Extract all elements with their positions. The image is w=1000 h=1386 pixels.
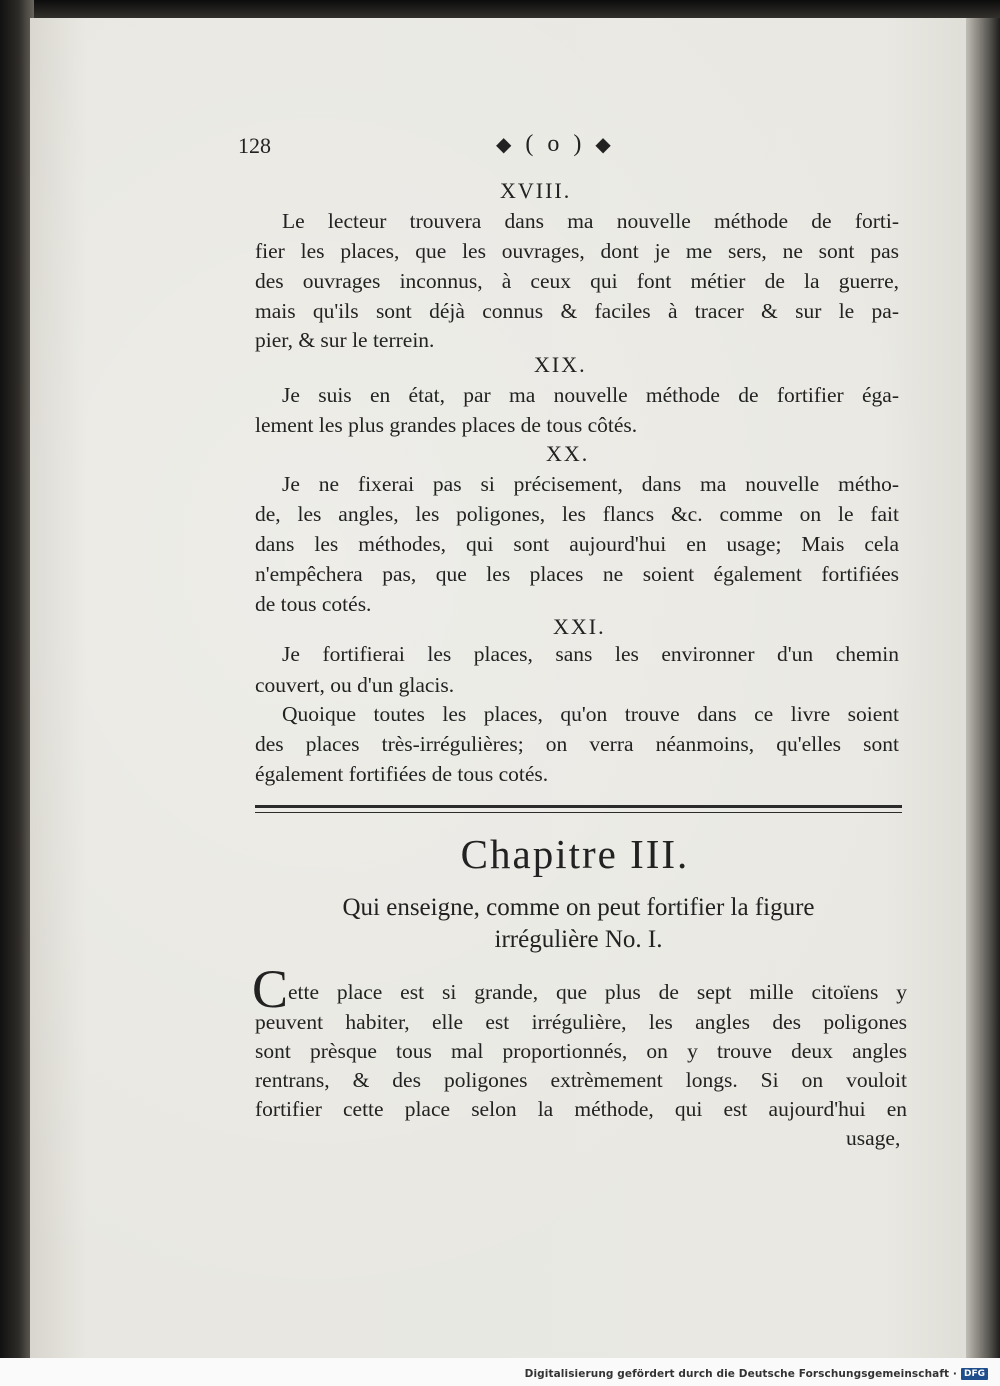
chapter-subtitle: irrégulière No. I. <box>494 926 663 953</box>
body-line: sont prèsque tous mal proportionnés, on y trouve deux angles <box>255 1039 907 1063</box>
chapter-subtitle: Qui enseigne, comme on peut fortifier la figure <box>342 894 815 921</box>
body-line: de tous cotés. <box>255 592 372 616</box>
credit-text: Digitalisierung gefördert durch die Deutsche Forschungsgemeinschaft · <box>524 1368 957 1380</box>
body-line: Je fortifierai les places, sans les environner d'un chemin <box>282 642 899 666</box>
section-number: XVIII. <box>500 178 572 203</box>
body-line: Le lecteur trouvera dans ma nouvelle méthode de forti- <box>282 209 899 233</box>
drop-cap: C <box>252 959 289 1019</box>
body-line: ette place est si grande, que plus de sept mille citoïens y <box>288 980 907 1004</box>
chapter-title: Chapitre III. <box>460 831 690 877</box>
body-line: des ouvrages inconnus, à ceux qui font métier de la guerre, <box>255 269 899 293</box>
body-line: des places très-irrégulières; on verra néanmoins, qu'elles sont <box>255 732 899 756</box>
body-line: n'empêchera pas, que les places ne soient également fortifiées <box>255 562 899 586</box>
section-rule <box>255 805 902 808</box>
body-line: peuvent habiter, elle est irrégulière, les angles des poligones <box>255 1010 907 1034</box>
catchword: usage, <box>846 1126 901 1150</box>
body-line: dans les méthodes, qui sont aujourd'hui en usage; Mais cela <box>255 532 899 556</box>
body-line: Je ne fixerai pas si précisement, dans ma nouvelle métho- <box>282 472 899 496</box>
ornament-left-icon: ◆ <box>496 134 516 156</box>
body-line: de, les angles, les poligones, les flancs &c. comme on le fait <box>255 502 899 526</box>
running-head <box>496 131 656 158</box>
body-line: mais qu'ils sont déjà connus & faciles à tracer & sur le pa- <box>255 299 899 323</box>
body-line: fier les places, que les ouvrages, dont je me sers, ne sont pas <box>255 239 899 263</box>
body-line: fortifier cette place selon la méthode, qui est aujourd'hui en <box>255 1097 907 1121</box>
body-line: couvert, ou d'un glacis. <box>255 673 455 697</box>
section-number: XXI. <box>553 614 606 639</box>
section-rule-thin <box>255 812 902 813</box>
ornament-right-icon: ◆ <box>595 134 615 156</box>
running-title: ( o ) <box>525 131 586 157</box>
section-number: XIX. <box>534 352 587 377</box>
body-line: pier, & sur le terrein. <box>255 328 435 352</box>
body-line: Quoique toutes les places, qu'on trouve dans ce livre soient <box>282 702 899 726</box>
digitization-credit <box>525 1366 988 1382</box>
body-line: également fortifiées de tous cotés. <box>255 762 549 786</box>
page-number: 128 <box>238 133 271 158</box>
dfg-logo-icon[interactable]: DFG <box>961 1368 988 1380</box>
section-number: XX. <box>546 441 590 466</box>
body-line: Je suis en état, par ma nouvelle méthode de fortifier éga- <box>282 383 899 407</box>
body-line: rentrans, & des poligones extrèmement longs. Si on vouloit <box>255 1068 907 1092</box>
body-line: lement les plus grandes places de tous côtés. <box>255 413 638 437</box>
